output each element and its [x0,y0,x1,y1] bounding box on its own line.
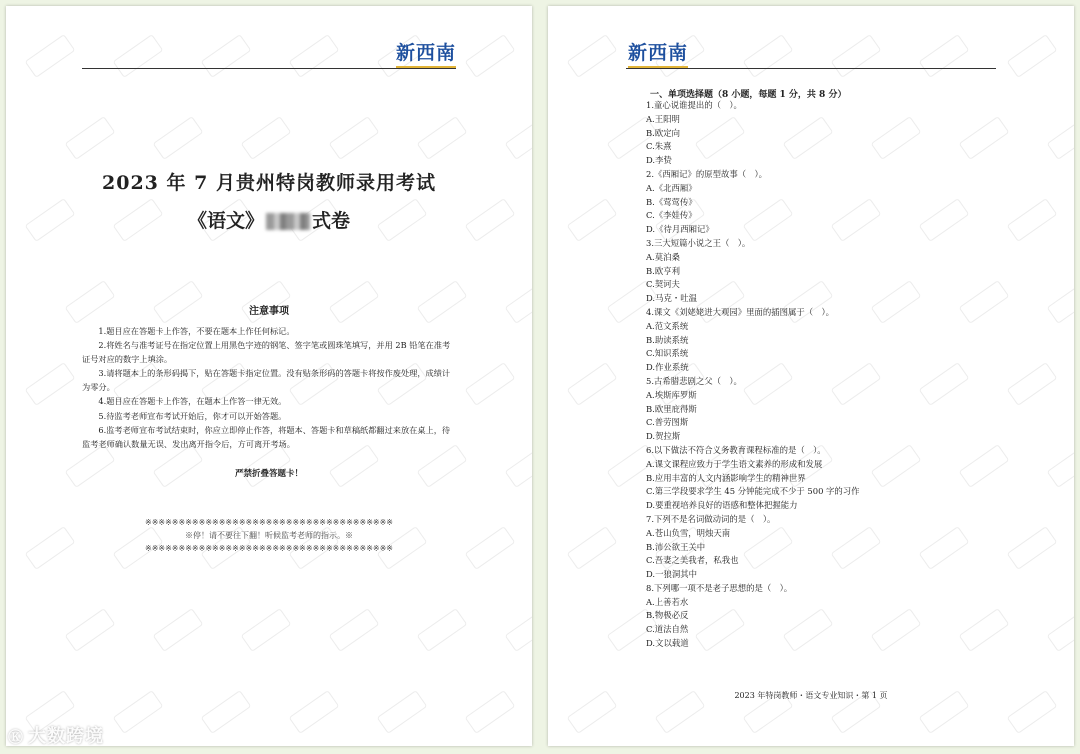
notice-item: 1.题目应在答题卡上作答，不要在题本上作任何标记。 [98,326,295,336]
watermark-tile [1047,444,1074,488]
corner-watermark [8,722,104,748]
watermark-tile [1047,280,1074,324]
stop-notice [6,516,532,555]
notice-item: 4.题目应在答题卡上作答，在题本上作答一律无效。 [98,396,287,407]
question-option: A.范文系统 [646,320,689,331]
stop-border-top: ※※※※※※※※※※※※※※※※※※※※※※※※※※※※※※※※※※※※※ [144,518,393,527]
question-option: B.欧里庇得斯 [646,403,697,414]
notice-item: 5.待监考老师宣布考试开始后，你才可以开始答题。 [98,410,287,421]
watermark-tile [65,116,116,160]
question-option: C.契诃夫 [646,279,680,290]
brand-logo [628,38,688,69]
question-option: B.欧定向 [646,127,680,138]
header-rule [626,68,996,69]
exam-title: 2023 年 7 月贵州特岗教师录用考试 [102,172,436,194]
watermark-tile [505,444,532,488]
question-option: D.要重视培养良好的语感和整体把握能力 [646,500,798,511]
question-option: D.《待月西厢记》 [646,224,714,235]
question-option: A.课文课程应致力于学生语文素养的形成和发展 [646,458,823,469]
brand-logo [396,38,456,69]
question-option: C.《李娃传》 [646,210,697,221]
watermark-tile [113,690,164,734]
question-option: C.知识系统 [646,348,689,359]
question-option: A.上善若水 [646,596,689,607]
question-option: C.吾妻之美我者，私我也 [646,555,739,566]
question-option: A.埃斯库罗斯 [646,389,697,400]
exam-questions-page [548,6,1074,746]
watermark-tile [153,608,204,652]
watermark-tile [417,116,468,160]
question-stem: 7.下列不是名词做动词的是（ ）。 [646,513,776,524]
watermark-tile [241,116,292,160]
question-option: D.文以载道 [646,638,689,649]
question-stem: 8.下列哪一项不是老子思想的是（ ）。 [646,582,793,593]
question-option: B.《莺莺传》 [646,196,697,207]
exam-cover-page [6,6,532,746]
question-stem: 3.三大短篇小说之王（ ）。 [646,237,751,248]
watermark-tile [919,34,970,78]
question-stem: 2.《西厢记》的原型故事（ ）。 [646,168,768,179]
watermark-tile [241,608,292,652]
question-option: B.助读系统 [646,334,689,345]
question-option: A.苍山负雪，明烛天南 [646,527,731,538]
fold-warning: 严禁折叠答题卡！ [234,469,303,479]
question-option: D.李贽 [646,155,672,166]
question-option: D.作业系统 [646,362,689,373]
watermark-tile [743,34,794,78]
question-option: B.应用丰富的人文内涵影响学生的精神世界 [646,472,806,483]
section-title: 一、单项选择题（8 小题，每题 1 分，共 8 分） [650,90,847,100]
watermark-tile [65,608,116,652]
watermark-tile [505,608,532,652]
question-option: C.朱熹 [646,141,672,152]
watermark-tile [831,34,882,78]
watermark-tile [567,362,618,406]
question-option: C.道法自然 [646,624,689,635]
watermark-tile [25,362,76,406]
notice-item: 6.监考老师宣布考试结束时，你应立即停止作答，将题本、答题卡和草稿纸都翻过来放在桌上，待监考老师确认数量无误、发出离开指令后，方可离开考场。 [82,424,451,449]
header-rule [82,68,456,69]
stop-text: ※停！请不要往下翻！听候监考老师的指示。※ [185,531,353,540]
watermark-tile [201,690,252,734]
watermark-tile [25,34,76,78]
question-option: B.欧亨利 [646,265,680,276]
watermark-tile [465,690,516,734]
subtitle-prefix: 《语文》 [187,210,264,232]
notice-item: 3.请将题本上的条形码揭下，贴在答题卡指定位置。没有贴条形码的答题卡将按作废处理，成绩计为零分。 [82,368,451,393]
question-option: B.物极必反 [646,610,689,621]
question-option: A.王阳明 [646,113,680,124]
watermark-tile [377,690,428,734]
stop-border-bottom: ※※※※※※※※※※※※※※※※※※※※※※※※※※※※※※※※※※※※※ [144,544,393,553]
brand-logo-text: 新西南 [396,42,457,64]
exam-subtitle [6,206,532,233]
question-list [646,99,976,651]
watermark-tile [329,608,380,652]
question-option: D.一狼洞其中 [646,569,697,580]
brand-logo-text: 新西南 [628,42,689,64]
page-footer: 2023 年特岗教师・语文专业知识・第 1 页 [734,691,888,700]
question-stem: 4.课文《刘姥姥进大观园》里面的插图属于（ ）。 [646,306,835,317]
watermark-text: 大数跨境 [28,726,105,747]
watermark-tile [1007,362,1058,406]
question-option: B.沛公欲王关中 [646,541,706,552]
question-option: A.莫泊桑 [646,251,680,262]
watermark-tile [567,34,618,78]
watermark-tile [153,116,204,160]
notice-heading: 注意事项 [249,306,289,317]
notice-list [82,324,458,451]
watermark-logo-icon: Ⓚ [8,728,25,746]
watermark-tile [289,34,340,78]
question-stem: 5.古希腊悲剧之父（ ）。 [646,375,742,386]
watermark-tile [417,608,468,652]
watermark-tile [289,690,340,734]
watermark-tile [1007,526,1058,570]
watermark-tile [1047,116,1074,160]
question-option: A.《北西厢》 [646,182,697,193]
watermark-tile [1047,608,1074,652]
watermark-tile [567,526,618,570]
watermark-tile [465,362,516,406]
watermark-tile [113,34,164,78]
watermark-tile [1007,34,1058,78]
watermark-tile [465,34,516,78]
subtitle-suffix: 式卷 [312,210,351,232]
question-stem: 6.以下做法不符合义务教育课程标准的是（ ）。 [646,444,826,455]
question-option: D.马克・吐温 [646,293,697,304]
watermark-tile [1007,198,1058,242]
question-stem: 1.童心说谁提出的（ ）。 [646,100,742,110]
watermark-tile [567,198,618,242]
question-option: C.普劳图斯 [646,417,689,428]
watermark-tile [505,116,532,160]
question-option: D.贺拉斯 [646,431,681,442]
question-option: C.第三学段要求学生 45 分钟能完成不少于 500 字的习作 [646,486,860,497]
redacted-mark [266,213,310,230]
notice-item: 2.将姓名与准考证号在指定位置上用黑色字迹的钢笔、签字笔或圆珠笔填写，并用 2B 铅笔在准考证号对应的数字上填涂。 [82,340,451,365]
watermark-tile [329,116,380,160]
watermark-tile [201,34,252,78]
